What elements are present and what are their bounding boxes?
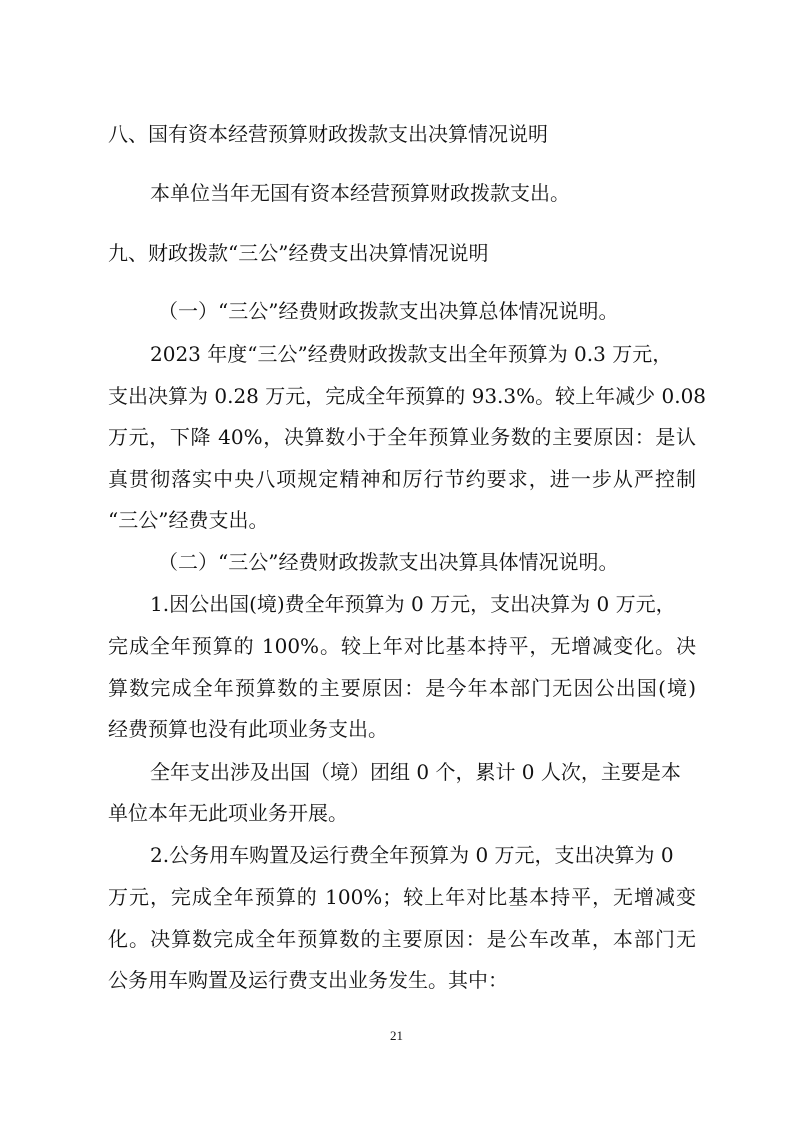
paragraph-line: 算数完成全年预算数的主要原因：是今年本部门无因公出国(境) [108, 676, 696, 700]
paragraph-line: 万元，完成全年预算的 100%；较上年对比基本持平，无增减变 [108, 885, 696, 909]
paragraph-line: 真贯彻落实中央八项规定精神和厉行节约要求，进一步从严控制 [108, 467, 696, 491]
paragraph-line: 化。决算数完成全年预算数的主要原因：是公车改革，本部门无 [108, 927, 696, 951]
paragraph-line: 1.因公出国(境)费全年预算为 0 万元，支出决算为 0 万元， [150, 592, 676, 616]
subsection-1-title: （一）“三公”经费财政拨款支出决算总体情况说明。 [158, 299, 619, 323]
section-8-heading: 八、国有资本经营预算财政拨款支出决算情况说明 [108, 122, 548, 146]
paragraph-line: 经费预算也没有此项业务支出。 [108, 717, 388, 741]
page-number: 21 [390, 1028, 403, 1043]
paragraph-line: 2023 年度“三公”经费财政拨款支出全年预算为 0.3 万元， [150, 342, 673, 366]
paragraph-line: 支出决算为 0.28 万元，完成全年预算的 93.3%。较上年减少 0.08 [108, 384, 707, 408]
paragraph-line: 完成全年预算的 100%。较上年对比基本持平，无增减变化。决 [108, 634, 696, 658]
paragraph-line: “三公”经费支出。 [108, 508, 269, 532]
paragraph-line: 公务用车购置及运行费支出业务发生。其中： [108, 968, 508, 992]
paragraph-line: 2.公务用车购置及运行费全年预算为 0 万元，支出决算为 0 [150, 843, 674, 867]
subsection-2-title: （二）“三公”经费财政拨款支出决算具体情况说明。 [158, 550, 619, 574]
section-9-heading: 九、财政拨款“三公”经费支出决算情况说明 [108, 241, 489, 265]
paragraph-line: 单位本年无此项业务开展。 [108, 801, 348, 825]
paragraph-line: 万元，下降 40%，决算数小于全年预算业务数的主要原因：是认 [108, 425, 696, 449]
paragraph-line: 全年支出涉及出国（境）团组 0 个，累计 0 人次，主要是本 [150, 760, 681, 784]
section-8-text: 本单位当年无国有资本经营预算财政拨款支出。 [150, 181, 570, 205]
